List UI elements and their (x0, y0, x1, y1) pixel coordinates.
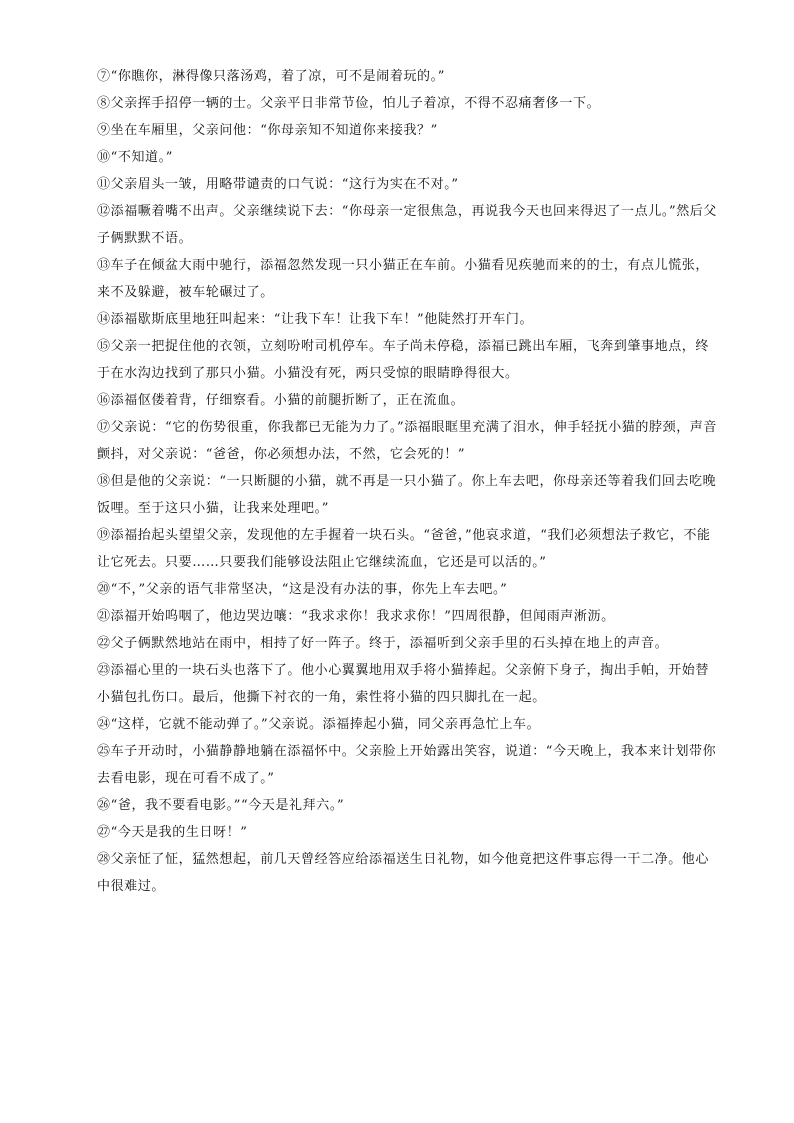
paragraph-10 (97, 144, 717, 171)
paragraph-22 (97, 630, 717, 657)
paragraph-number: ⑪ (97, 177, 111, 192)
paragraph-21 (97, 603, 717, 630)
paragraph-number: ⑲ (97, 528, 111, 543)
paragraph-11 (97, 171, 717, 198)
paragraph-number: ⑩ (97, 150, 111, 165)
paragraph-number: ⑯ (97, 393, 111, 408)
paragraph-18 (97, 468, 717, 522)
paragraph-text: 车子在倾盆大雨中驰行，添福忽然发现一只小猫正在车前。小猫看见疾驰而来的的士，有点儿慌张，来不及躲避，被车轮碾过了。 (97, 258, 710, 300)
paragraph-number: ㉖ (97, 798, 111, 813)
paragraph-text: 添福抬起头望望父亲，发现他的左手握着一块石头。“爸爸，”他哀求道，“我们必须想法子救它，不能让它死去。只要……只要我们能够设法阻止它继续流血，它还是可以活的。” (97, 528, 711, 570)
article-body (97, 63, 717, 900)
paragraph-text: 父亲眉头一皱，用略带谴责的口气说：“这行为实在不对。” (110, 177, 459, 192)
paragraph-text: “今天是我的生日呀！” (110, 825, 248, 840)
paragraph-number: ㉘ (97, 852, 111, 867)
paragraph-27 (97, 819, 717, 846)
paragraph-7 (97, 63, 717, 90)
paragraph-text: 坐在车厢里，父亲问他：“你母亲知不知道你来接我？” (110, 123, 438, 138)
paragraph-15 (97, 333, 717, 387)
paragraph-text: 添福噘着嘴不出声。父亲继续说下去：“你母亲一定很焦急，再说我今天也回来得迟了一点儿。”然后父子俩默默不语。 (97, 204, 718, 246)
paragraph-text: “不知道。” (110, 150, 174, 165)
paragraph-text: 父亲挥手招停一辆的士。父亲平日非常节俭，怕儿子着凉，不得不忍痛奢侈一下。 (110, 96, 601, 111)
paragraph-number: ⑳ (97, 582, 111, 597)
paragraph-23 (97, 657, 717, 711)
paragraph-number: ⑬ (97, 258, 111, 273)
paragraph-17 (97, 414, 717, 468)
paragraph-text: “不，”父亲的语气非常坚决，“这是没有办法的事，你先上车去吧。” (110, 582, 508, 597)
paragraph-number: ⑭ (97, 312, 111, 327)
paragraph-text: 车子开动时，小猫静静地躺在添福怀中。父亲脸上开始露出笑容，说道：“今天晚上，我本来计划带你去看电影，现在可看不成了。” (97, 744, 717, 786)
paragraph-13 (97, 252, 717, 306)
paragraph-20 (97, 576, 717, 603)
paragraph-9 (97, 117, 717, 144)
paragraph-16 (97, 387, 717, 414)
paragraph-number: ⑫ (97, 204, 111, 219)
paragraph-19 (97, 522, 717, 576)
paragraph-text: 父亲怔了怔，猛然想起，前几天曾经答应给添福送生日礼物，如今他竟把这件事忘得一干二净。他心中很难过。 (97, 852, 710, 894)
paragraph-number: ⑧ (97, 96, 111, 111)
paragraph-text: 添福开始呜咽了，他边哭边嚷：“我求求你！我求求你！”四周很静，但闻雨声淅沥。 (110, 609, 615, 624)
paragraph-14 (97, 306, 717, 333)
paragraph-8 (97, 90, 717, 117)
paragraph-text: “你瞧你，淋得像只落汤鸡，着了凉，可不是闹着玩的。” (110, 69, 446, 84)
paragraph-28 (97, 846, 717, 900)
paragraph-text: “这样，它就不能动弹了。”父亲说。添福捧起小猫，同父亲再急忙上车。 (110, 717, 541, 732)
paragraph-number: ㉕ (97, 744, 111, 759)
paragraph-25 (97, 738, 717, 792)
paragraph-text: 父亲一把捉住他的衣领，立刻吩咐司机停车。车子尚未停稳，添福已跳出车厢，飞奔到肇事地点，终于在水沟边找到了那只小猫。小猫没有死，两只受惊的眼睛睁得很大。 (97, 339, 710, 381)
paragraph-text: “爸，我不要看电影。”“今天是礼拜六。” (110, 798, 345, 813)
paragraph-number: ㉒ (97, 636, 111, 651)
paragraph-text: 父子俩默然地站在雨中，相持了好一阵子。终于，添福听到父亲手里的石头掉在地上的声音。 (110, 636, 669, 651)
paragraph-24 (97, 711, 717, 738)
paragraph-number: ⑦ (97, 69, 111, 84)
paragraph-text: 添福心里的一块石头也落下了。他小心翼翼地用双手将小猫捧起。父亲俯下身子，掏出手帕，开始替小猫包扎伤口。最后，他撕下衬衣的一角，索性将小猫的四只脚扎在一起。 (97, 663, 710, 705)
paragraph-number: ⑱ (97, 474, 111, 489)
paragraph-number: ⑨ (97, 123, 111, 138)
paragraph-text: 添福歇斯底里地狂叫起来：“让我下车！让我下车！”他陡然打开车门。 (110, 312, 534, 327)
paragraph-number: ㉓ (97, 663, 111, 678)
paragraph-number: ㉑ (97, 609, 111, 624)
paragraph-26 (97, 792, 717, 819)
paragraph-12 (97, 198, 717, 252)
paragraph-number: ㉗ (97, 825, 111, 840)
paragraph-text: 父亲说：“它的伤势很重，你我都已无能为力了。”添福眼眶里充满了泪水，伸手轻抚小猫的脖颈，声音颤抖，对父亲说：“爸爸，你必须想办法，不然，它会死的！” (97, 420, 718, 462)
paragraph-text: 添福伛偻着背，仔细察看。小猫的前腿折断了，正在流血。 (110, 393, 465, 408)
paragraph-number: ⑮ (97, 339, 111, 354)
paragraph-number: ⑰ (97, 420, 111, 435)
paragraph-text: 但是他的父亲说：“一只断腿的小猫，就不再是一只小猫了。你上车去吧，你母亲还等着我们回去吃晚饭哩。至于这只小猫，让我来处理吧。” (97, 474, 717, 516)
paragraph-number: ㉔ (97, 717, 111, 732)
